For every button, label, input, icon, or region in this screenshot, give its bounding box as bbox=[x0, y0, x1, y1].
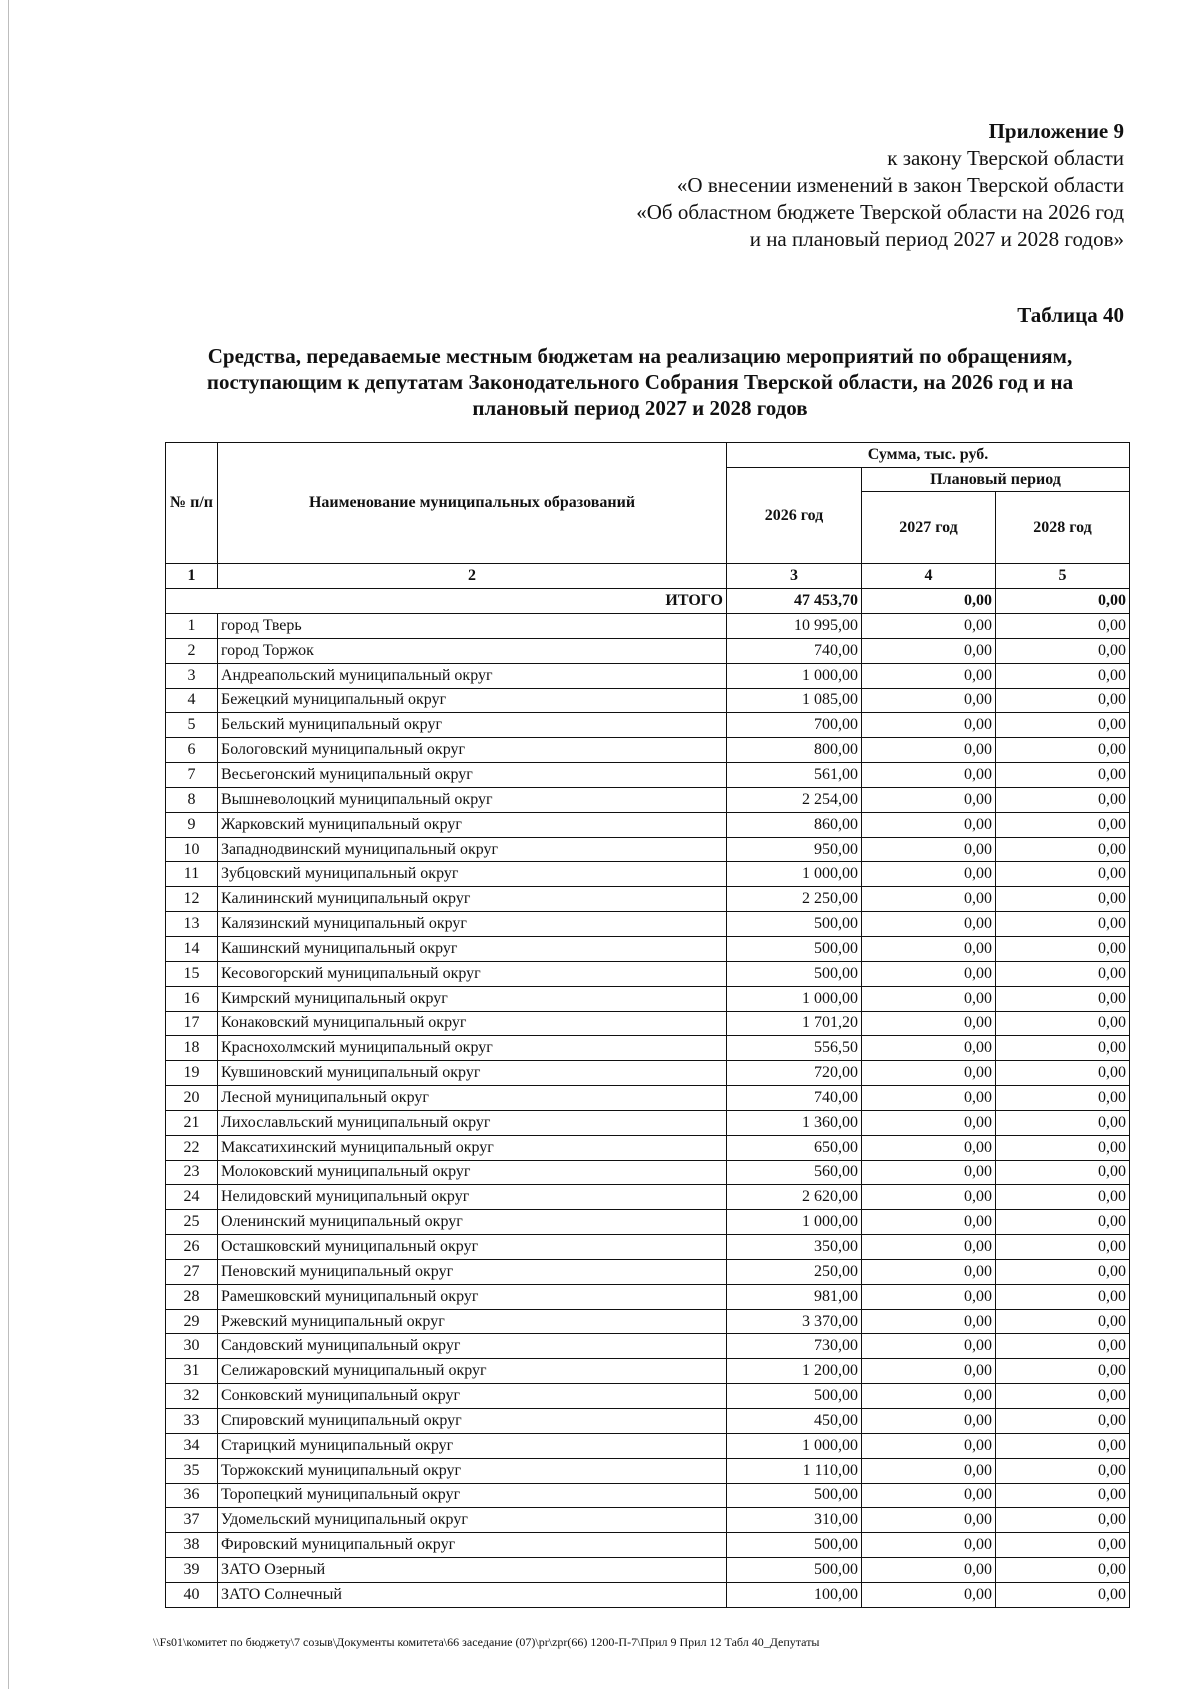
row-number: 3 bbox=[166, 663, 218, 688]
amount-2027: 0,00 bbox=[862, 1011, 996, 1036]
amount-2027: 0,00 bbox=[862, 1558, 996, 1583]
municipality-name: Бельский муниципальный округ bbox=[218, 713, 727, 738]
amount-2028: 0,00 bbox=[996, 1334, 1130, 1359]
municipality-name: Калязинский муниципальный округ bbox=[218, 912, 727, 937]
amount-2027: 0,00 bbox=[862, 1110, 996, 1135]
amount-2028: 0,00 bbox=[996, 936, 1130, 961]
row-number: 5 bbox=[166, 713, 218, 738]
amount-2028: 0,00 bbox=[996, 1185, 1130, 1210]
heading-line: и на плановый период 2027 и 2028 годов» bbox=[749, 227, 1124, 251]
amount-2027: 0,00 bbox=[862, 1582, 996, 1607]
column-number: 4 bbox=[862, 564, 996, 589]
table-row bbox=[166, 1309, 1130, 1334]
amount-2028: 0,00 bbox=[996, 1036, 1130, 1061]
amount-2027: 0,00 bbox=[862, 1259, 996, 1284]
heading-line: к закону Тверской области bbox=[887, 146, 1124, 170]
municipality-name: Кесовогорский муниципальный округ bbox=[218, 961, 727, 986]
municipality-name: город Тверь bbox=[218, 614, 727, 639]
column-number: 2 bbox=[218, 564, 727, 589]
amount-2027: 0,00 bbox=[862, 1384, 996, 1409]
amount-2027: 0,00 bbox=[862, 787, 996, 812]
amount-2028: 0,00 bbox=[996, 1483, 1130, 1508]
table-row bbox=[166, 1558, 1130, 1583]
amount-2027: 0,00 bbox=[862, 1036, 996, 1061]
amount-2028: 0,00 bbox=[996, 738, 1130, 763]
amount-2027: 0,00 bbox=[862, 1334, 996, 1359]
table-row bbox=[166, 1409, 1130, 1434]
amount-2026: 310,00 bbox=[727, 1508, 862, 1533]
municipality-name: Кувшиновский муниципальный округ bbox=[218, 1061, 727, 1086]
amount-2027: 0,00 bbox=[862, 1359, 996, 1384]
amount-2028: 0,00 bbox=[996, 1409, 1130, 1434]
amount-2027: 0,00 bbox=[862, 1458, 996, 1483]
municipality-name: Калининский муниципальный округ bbox=[218, 887, 727, 912]
municipality-name: Торжокский муниципальный округ bbox=[218, 1458, 727, 1483]
row-number: 19 bbox=[166, 1061, 218, 1086]
amount-2028: 0,00 bbox=[996, 1384, 1130, 1409]
amount-2027: 0,00 bbox=[862, 812, 996, 837]
municipality-name: Ржевский муниципальный округ bbox=[218, 1309, 727, 1334]
amount-2028: 0,00 bbox=[996, 1458, 1130, 1483]
row-number: 24 bbox=[166, 1185, 218, 1210]
amount-2027: 0,00 bbox=[862, 763, 996, 788]
table-row bbox=[166, 1110, 1130, 1135]
amount-2028: 0,00 bbox=[996, 1259, 1130, 1284]
table-row bbox=[166, 912, 1130, 937]
file-path-footer: \\Fs01\комитет по бюджету\7 созыв\Документы комитета\66 заседание (07)\pr\zpr(66) 1200-П-7\Прил 9 Прил 12 Табл 40_Депутаты bbox=[153, 1635, 820, 1649]
amount-2027: 0,00 bbox=[862, 614, 996, 639]
total-2026: 47 453,70 bbox=[727, 589, 862, 614]
amount-2026: 500,00 bbox=[727, 936, 862, 961]
row-number: 31 bbox=[166, 1359, 218, 1384]
row-number: 33 bbox=[166, 1409, 218, 1434]
amount-2026: 720,00 bbox=[727, 1061, 862, 1086]
title-line: поступающим к депутатам Законодательного Собрания Тверской области, на 2026 год и на bbox=[206, 370, 1074, 394]
table-row bbox=[166, 1235, 1130, 1260]
amount-2028: 0,00 bbox=[996, 1284, 1130, 1309]
amount-2027: 0,00 bbox=[862, 1483, 996, 1508]
amount-2026: 1 085,00 bbox=[727, 688, 862, 713]
row-number: 9 bbox=[166, 812, 218, 837]
row-number: 37 bbox=[166, 1508, 218, 1533]
municipality-name: Пеновский муниципальный округ bbox=[218, 1259, 727, 1284]
amount-2026: 450,00 bbox=[727, 1409, 862, 1434]
table-row bbox=[166, 837, 1130, 862]
table-row bbox=[166, 1160, 1130, 1185]
amount-2026: 350,00 bbox=[727, 1235, 862, 1260]
amount-2027: 0,00 bbox=[862, 1309, 996, 1334]
amount-2027: 0,00 bbox=[862, 1086, 996, 1111]
table-row bbox=[166, 713, 1130, 738]
amount-2026: 1 000,00 bbox=[727, 663, 862, 688]
table-row bbox=[166, 1284, 1130, 1309]
row-number: 40 bbox=[166, 1582, 218, 1607]
appendix-label: Приложение 9 bbox=[988, 119, 1124, 143]
table-row bbox=[166, 986, 1130, 1011]
scan-edge-line bbox=[8, 0, 9, 1689]
amount-2026: 1 000,00 bbox=[727, 1210, 862, 1235]
municipality-name: Сандовский муниципальный округ bbox=[218, 1334, 727, 1359]
table-row bbox=[166, 1384, 1130, 1409]
amount-2027: 0,00 bbox=[862, 912, 996, 937]
document-heading bbox=[636, 118, 1124, 253]
row-number: 8 bbox=[166, 787, 218, 812]
table-row bbox=[166, 862, 1130, 887]
table-row bbox=[166, 1359, 1130, 1384]
amount-2027: 0,00 bbox=[862, 1284, 996, 1309]
row-number: 1 bbox=[166, 614, 218, 639]
municipality-name: Рамешковский муниципальный округ bbox=[218, 1284, 727, 1309]
amount-2027: 0,00 bbox=[862, 713, 996, 738]
amount-2027: 0,00 bbox=[862, 688, 996, 713]
amount-2027: 0,00 bbox=[862, 1433, 996, 1458]
table-row bbox=[166, 688, 1130, 713]
table-row bbox=[166, 1334, 1130, 1359]
municipality-name: Западнодвинский муниципальный округ bbox=[218, 837, 727, 862]
municipality-name: Лихославльский муниципальный округ bbox=[218, 1110, 727, 1135]
budget-table bbox=[165, 442, 1130, 1608]
row-number: 16 bbox=[166, 986, 218, 1011]
amount-2026: 1 110,00 bbox=[727, 1458, 862, 1483]
row-number: 7 bbox=[166, 763, 218, 788]
header-2028: 2028 год bbox=[996, 492, 1130, 564]
row-number: 12 bbox=[166, 887, 218, 912]
amount-2027: 0,00 bbox=[862, 986, 996, 1011]
municipality-name: Старицкий муниципальный округ bbox=[218, 1433, 727, 1458]
amount-2026: 1 360,00 bbox=[727, 1110, 862, 1135]
table-row bbox=[166, 961, 1130, 986]
municipality-name: ЗАТО Солнечный bbox=[218, 1582, 727, 1607]
table-row bbox=[166, 936, 1130, 961]
table-row bbox=[166, 1086, 1130, 1111]
amount-2028: 0,00 bbox=[996, 812, 1130, 837]
amount-2027: 0,00 bbox=[862, 1185, 996, 1210]
municipality-name: Торопецкий муниципальный округ bbox=[218, 1483, 727, 1508]
row-number: 22 bbox=[166, 1135, 218, 1160]
title-line: плановый период 2027 и 2028 годов bbox=[472, 396, 808, 420]
municipality-name: Оленинский муниципальный округ bbox=[218, 1210, 727, 1235]
amount-2028: 0,00 bbox=[996, 1558, 1130, 1583]
table-row bbox=[166, 1433, 1130, 1458]
column-number: 1 bbox=[166, 564, 218, 589]
row-number: 28 bbox=[166, 1284, 218, 1309]
amount-2028: 0,00 bbox=[996, 961, 1130, 986]
row-number: 17 bbox=[166, 1011, 218, 1036]
header-sum: Сумма, тыс. руб. bbox=[727, 443, 1130, 468]
amount-2026: 1 200,00 bbox=[727, 1359, 862, 1384]
amount-2026: 250,00 bbox=[727, 1259, 862, 1284]
total-2028: 0,00 bbox=[996, 589, 1130, 614]
amount-2026: 500,00 bbox=[727, 912, 862, 937]
amount-2026: 100,00 bbox=[727, 1582, 862, 1607]
amount-2028: 0,00 bbox=[996, 1309, 1130, 1334]
row-number: 21 bbox=[166, 1110, 218, 1135]
header-num: № п/п bbox=[166, 443, 218, 564]
table-row bbox=[166, 763, 1130, 788]
amount-2026: 650,00 bbox=[727, 1135, 862, 1160]
amount-2026: 560,00 bbox=[727, 1160, 862, 1185]
municipality-name: ЗАТО Озерный bbox=[218, 1558, 727, 1583]
amount-2028: 0,00 bbox=[996, 1135, 1130, 1160]
amount-2026: 740,00 bbox=[727, 1086, 862, 1111]
table-row bbox=[166, 1185, 1130, 1210]
row-number: 18 bbox=[166, 1036, 218, 1061]
row-number: 2 bbox=[166, 638, 218, 663]
row-number: 25 bbox=[166, 1210, 218, 1235]
amount-2026: 740,00 bbox=[727, 638, 862, 663]
amount-2028: 0,00 bbox=[996, 837, 1130, 862]
amount-2028: 0,00 bbox=[996, 986, 1130, 1011]
table-row bbox=[166, 663, 1130, 688]
amount-2028: 0,00 bbox=[996, 663, 1130, 688]
amount-2026: 1 000,00 bbox=[727, 1433, 862, 1458]
amount-2027: 0,00 bbox=[862, 1135, 996, 1160]
amount-2027: 0,00 bbox=[862, 837, 996, 862]
header-2026: 2026 год bbox=[727, 468, 862, 564]
amount-2028: 0,00 bbox=[996, 912, 1130, 937]
table-row bbox=[166, 1483, 1130, 1508]
amount-2028: 0,00 bbox=[996, 763, 1130, 788]
amount-2027: 0,00 bbox=[862, 1061, 996, 1086]
row-number: 14 bbox=[166, 936, 218, 961]
amount-2028: 0,00 bbox=[996, 1508, 1130, 1533]
amount-2026: 10 995,00 bbox=[727, 614, 862, 639]
amount-2026: 950,00 bbox=[727, 837, 862, 862]
amount-2028: 0,00 bbox=[996, 614, 1130, 639]
total-label: ИТОГО bbox=[166, 589, 727, 614]
amount-2028: 0,00 bbox=[996, 1582, 1130, 1607]
amount-2027: 0,00 bbox=[862, 1235, 996, 1260]
amount-2028: 0,00 bbox=[996, 862, 1130, 887]
municipality-name: Краснохолмский муниципальный округ bbox=[218, 1036, 727, 1061]
municipality-name: Бежецкий муниципальный округ bbox=[218, 688, 727, 713]
column-number: 5 bbox=[996, 564, 1130, 589]
row-number: 10 bbox=[166, 837, 218, 862]
municipality-name: Нелидовский муниципальный округ bbox=[218, 1185, 727, 1210]
amount-2026: 500,00 bbox=[727, 1558, 862, 1583]
amount-2028: 0,00 bbox=[996, 1086, 1130, 1111]
amount-2028: 0,00 bbox=[996, 713, 1130, 738]
municipality-name: Лесной муниципальный округ bbox=[218, 1086, 727, 1111]
table-row bbox=[166, 1508, 1130, 1533]
amount-2028: 0,00 bbox=[996, 1210, 1130, 1235]
row-number: 38 bbox=[166, 1533, 218, 1558]
amount-2026: 556,50 bbox=[727, 1036, 862, 1061]
municipality-name: Кашинский муниципальный округ bbox=[218, 936, 727, 961]
municipality-name: Селижаровский муниципальный округ bbox=[218, 1359, 727, 1384]
municipality-name: Конаковский муниципальный округ bbox=[218, 1011, 727, 1036]
municipality-name: Осташковский муниципальный округ bbox=[218, 1235, 727, 1260]
amount-2028: 0,00 bbox=[996, 1433, 1130, 1458]
municipality-name: Андреапольский муниципальный округ bbox=[218, 663, 727, 688]
table-row bbox=[166, 1458, 1130, 1483]
amount-2028: 0,00 bbox=[996, 787, 1130, 812]
amount-2026: 1 701,20 bbox=[727, 1011, 862, 1036]
municipality-name: Жарковский муниципальный округ bbox=[218, 812, 727, 837]
amount-2026: 1 000,00 bbox=[727, 862, 862, 887]
header-name: Наименование муниципальных образований bbox=[218, 443, 727, 564]
amount-2027: 0,00 bbox=[862, 663, 996, 688]
municipality-name: Спировский муниципальный округ bbox=[218, 1409, 727, 1434]
table-row bbox=[166, 1259, 1130, 1284]
municipality-name: Сонковский муниципальный округ bbox=[218, 1384, 727, 1409]
heading-line: «О внесении изменений в закон Тверской области bbox=[676, 173, 1124, 197]
municipality-name: Фировский муниципальный округ bbox=[218, 1533, 727, 1558]
table-row bbox=[166, 887, 1130, 912]
municipality-name: Зубцовский муниципальный округ bbox=[218, 862, 727, 887]
amount-2027: 0,00 bbox=[862, 1533, 996, 1558]
header-planned-period: Плановый период bbox=[862, 468, 1130, 492]
amount-2028: 0,00 bbox=[996, 887, 1130, 912]
municipality-name: город Торжок bbox=[218, 638, 727, 663]
municipality-name: Молоковский муниципальный округ bbox=[218, 1160, 727, 1185]
row-number: 39 bbox=[166, 1558, 218, 1583]
amount-2026: 981,00 bbox=[727, 1284, 862, 1309]
title-line: Средства, передаваемые местным бюджетам на реализацию мероприятий по обращениям, bbox=[207, 344, 1073, 368]
amount-2028: 0,00 bbox=[996, 1110, 1130, 1135]
row-number: 26 bbox=[166, 1235, 218, 1260]
amount-2026: 561,00 bbox=[727, 763, 862, 788]
amount-2028: 0,00 bbox=[996, 1533, 1130, 1558]
table-row bbox=[166, 1210, 1130, 1235]
row-number: 29 bbox=[166, 1309, 218, 1334]
amount-2028: 0,00 bbox=[996, 1011, 1130, 1036]
row-number: 30 bbox=[166, 1334, 218, 1359]
amount-2027: 0,00 bbox=[862, 1409, 996, 1434]
table-label: Таблица 40 bbox=[1017, 303, 1124, 327]
table-row bbox=[166, 1036, 1130, 1061]
row-number: 15 bbox=[166, 961, 218, 986]
row-number: 13 bbox=[166, 912, 218, 937]
table-row bbox=[166, 1011, 1130, 1036]
amount-2026: 500,00 bbox=[727, 1384, 862, 1409]
amount-2026: 800,00 bbox=[727, 738, 862, 763]
table-row bbox=[166, 638, 1130, 663]
amount-2026: 2 254,00 bbox=[727, 787, 862, 812]
amount-2026: 3 370,00 bbox=[727, 1309, 862, 1334]
table-row bbox=[166, 787, 1130, 812]
municipality-name: Удомельский муниципальный округ bbox=[218, 1508, 727, 1533]
municipality-name: Бологовский муниципальный округ bbox=[218, 738, 727, 763]
amount-2026: 500,00 bbox=[727, 961, 862, 986]
row-number: 23 bbox=[166, 1160, 218, 1185]
amount-2028: 0,00 bbox=[996, 1061, 1130, 1086]
table-row bbox=[166, 614, 1130, 639]
row-number: 34 bbox=[166, 1433, 218, 1458]
amount-2028: 0,00 bbox=[996, 688, 1130, 713]
table-row bbox=[166, 812, 1130, 837]
amount-2026: 500,00 bbox=[727, 1533, 862, 1558]
amount-2026: 500,00 bbox=[727, 1483, 862, 1508]
document-title bbox=[160, 343, 1120, 421]
amount-2027: 0,00 bbox=[862, 638, 996, 663]
table-row bbox=[166, 1061, 1130, 1086]
table-body bbox=[166, 614, 1130, 1608]
municipality-name: Вышневолоцкий муниципальный округ bbox=[218, 787, 727, 812]
amount-2028: 0,00 bbox=[996, 638, 1130, 663]
amount-2028: 0,00 bbox=[996, 1359, 1130, 1384]
total-2027: 0,00 bbox=[862, 589, 996, 614]
municipality-name: Кимрский муниципальный округ bbox=[218, 986, 727, 1011]
amount-2027: 0,00 bbox=[862, 887, 996, 912]
municipality-name: Весьегонский муниципальный округ bbox=[218, 763, 727, 788]
amount-2026: 860,00 bbox=[727, 812, 862, 837]
table-row bbox=[166, 738, 1130, 763]
header-2027: 2027 год bbox=[862, 492, 996, 564]
amount-2027: 0,00 bbox=[862, 936, 996, 961]
row-number: 20 bbox=[166, 1086, 218, 1111]
row-number: 11 bbox=[166, 862, 218, 887]
municipality-name: Максатихинский муниципальный округ bbox=[218, 1135, 727, 1160]
table-row bbox=[166, 1533, 1130, 1558]
amount-2027: 0,00 bbox=[862, 1210, 996, 1235]
amount-2027: 0,00 bbox=[862, 1160, 996, 1185]
amount-2026: 2 620,00 bbox=[727, 1185, 862, 1210]
amount-2026: 1 000,00 bbox=[727, 986, 862, 1011]
column-number: 3 bbox=[727, 564, 862, 589]
amount-2026: 2 250,00 bbox=[727, 887, 862, 912]
table-row bbox=[166, 1582, 1130, 1607]
amount-2027: 0,00 bbox=[862, 961, 996, 986]
row-number: 32 bbox=[166, 1384, 218, 1409]
amount-2026: 730,00 bbox=[727, 1334, 862, 1359]
heading-line: «Об областном бюджете Тверской области на 2026 год bbox=[636, 200, 1124, 224]
amount-2028: 0,00 bbox=[996, 1160, 1130, 1185]
amount-2026: 700,00 bbox=[727, 713, 862, 738]
amount-2027: 0,00 bbox=[862, 1508, 996, 1533]
row-number: 4 bbox=[166, 688, 218, 713]
amount-2027: 0,00 bbox=[862, 862, 996, 887]
amount-2028: 0,00 bbox=[996, 1235, 1130, 1260]
row-number: 27 bbox=[166, 1259, 218, 1284]
amount-2027: 0,00 bbox=[862, 738, 996, 763]
table-row bbox=[166, 1135, 1130, 1160]
row-number: 35 bbox=[166, 1458, 218, 1483]
row-number: 36 bbox=[166, 1483, 218, 1508]
row-number: 6 bbox=[166, 738, 218, 763]
